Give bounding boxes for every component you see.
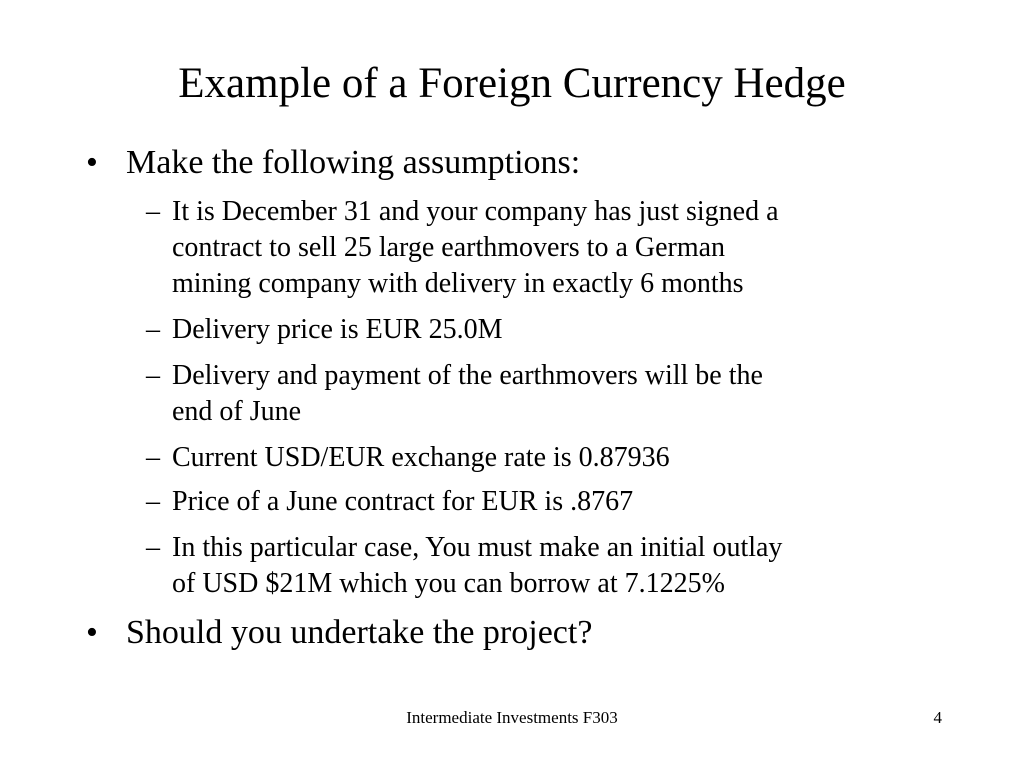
sub-point-line: end of June bbox=[172, 396, 302, 427]
sub-point-line: contract to sell 25 large earthmovers to a German bbox=[172, 232, 726, 263]
bullet-icon: • bbox=[86, 144, 98, 181]
sub-point-line: Current USD/EUR exchange rate is 0.87936 bbox=[172, 442, 670, 473]
sub-point-line: In this particular case, You must make an initial outlay bbox=[172, 532, 783, 563]
sub-point-line: Price of a June contract for EUR is .8767 bbox=[172, 486, 634, 517]
dash-icon: – bbox=[146, 486, 160, 517]
dash-icon: – bbox=[146, 314, 160, 345]
bullet-text: Should you undertake the project? bbox=[126, 614, 593, 651]
sub-point-line: of USD $21M which you can borrow at 7.1225% bbox=[172, 568, 725, 599]
footer-course-name: Intermediate Investments F303 bbox=[406, 708, 618, 727]
sub-point-line: It is December 31 and your company has just signed a bbox=[172, 196, 779, 227]
slide-title: Example of a Foreign Currency Hedge bbox=[178, 60, 846, 107]
sub-point-line: mining company with delivery in exactly 6 months bbox=[172, 268, 744, 299]
sub-point-line: Delivery price is EUR 25.0M bbox=[172, 314, 503, 345]
footer-page-number: 4 bbox=[933, 708, 942, 727]
sub-point-line: Delivery and payment of the earthmovers will be the bbox=[172, 360, 763, 391]
bullet-text: Make the following assumptions: bbox=[126, 144, 581, 181]
bullet-icon: • bbox=[86, 614, 98, 651]
dash-icon: – bbox=[146, 196, 160, 227]
dash-icon: – bbox=[146, 360, 160, 391]
dash-icon: – bbox=[146, 532, 160, 563]
dash-icon: – bbox=[146, 442, 160, 473]
